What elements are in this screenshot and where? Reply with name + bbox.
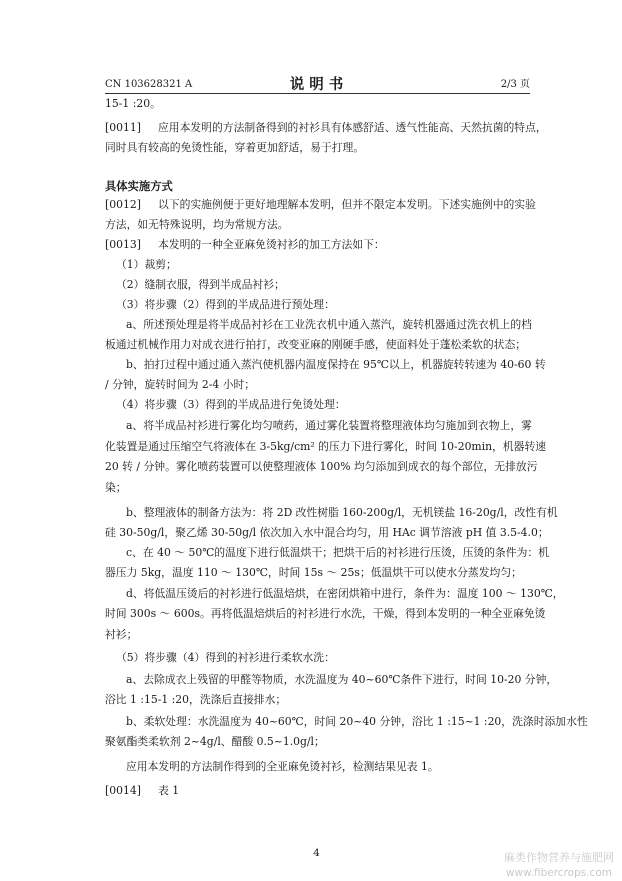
step-line: （4）将步骤（3）得到的半成品进行免烫处理： (116, 398, 346, 411)
body-line: a、去除成衣上残留的甲醛等物质，水洗温度为 40~60℃条件下进行，时间 10-20 分钟， (126, 673, 558, 686)
body-line: b、柔软处理：水洗温度为 40~60℃，时间 20~40 分钟，浴比 1 :15~1 :20，洗涤时添加水性 (126, 715, 588, 728)
watermark-site-name: 麻类作物营养与施肥网 (504, 851, 614, 864)
body-line: / 分钟，旋转时间为 2-4 小时； (105, 378, 256, 391)
paragraph-number: [0013] (105, 238, 141, 251)
body-line: 聚氨酯类柔软剂 2~4g/l、醋酸 0.5~1.0g/l； (105, 735, 325, 748)
section-heading: 具体实施方式 (105, 179, 173, 193)
body-line: a、将半成品衬衫进行雾化均匀喷药，通过雾化装置将整理液体均匀施加到衣物上，雾 (126, 419, 532, 432)
paragraph-number: [0011] (105, 121, 141, 134)
body-line: 本发明的一种全亚麻免烫衬衫的加工方法如下： (158, 238, 385, 251)
table-caption: 表 1 (158, 784, 180, 797)
body-line: 化装置是通过压缩空气将液体在 3-5kg/cm² 的压力下进行雾化，时间 10-20min，机器转速 (105, 440, 547, 453)
body-line: 方法，如无特殊说明，均为常规方法。 (105, 218, 289, 231)
body-line: 同时具有较高的免烫性能，穿着更加舒适，易于打理。 (105, 141, 365, 154)
step-line: （2）缝制衣服，得到半成品衬衫； (116, 278, 285, 291)
page-number: 4 (313, 847, 320, 859)
body-line: 时间 300s ～ 600s。再将低温焙烘后的衬衫进行水洗，干燥，得到本发明的一种全亚麻免烫 (105, 607, 546, 620)
body-line: 硅 30-50g/l，聚乙烯 30-50g/l 依次加入水中混合均匀，用 HAc 调节溶液 pH 值 3.5-4.0； (105, 526, 549, 539)
header-page-indicator: 2/3 页 (500, 79, 530, 90)
paragraph-number: [0012] (105, 198, 141, 211)
body-line: d、将低温压烫后的衬衫进行低温焙烘，在密闭烘箱中进行，条件为：温度 100 ～ 130℃， (126, 587, 564, 600)
paragraph-number: [0014] (105, 784, 141, 797)
body-line: b、拍打过程中通过通入蒸汽使机器内温度保持在 95℃以上，机器旋转转速为 40-60 转 (126, 358, 546, 371)
body-line: 板通过机械作用力对成衣进行拍打，改变亚麻的刚硬手感，使面料处于蓬松柔软的状态； (105, 338, 527, 351)
body-line: 15-1 :20。 (105, 97, 161, 110)
body-line: 以下的实施例便于更好地理解本发明，但并不限定本发明。下述实施例中的实验 (158, 198, 536, 211)
step-line: （5）将步骤（4）得到的衬衫进行柔软水洗： (116, 651, 335, 664)
step-line: （1）裁剪； (116, 258, 177, 271)
body-line: 浴比 1 :15-1 :20，洗涤后直接排水； (105, 693, 287, 706)
body-line: 器压力 5kg，温度 110 ～ 130℃，时间 15s ～ 25s；低温烘干可以使水分蒸发均匀； (105, 566, 522, 579)
body-line: b、整理液体的制备方法为：将 2D 改性树脂 160-200g/l，无机镁盐 16-20g/l，改性有机 (126, 506, 558, 519)
body-line: 应用本发明的方法制作得到的全亚麻免烫衬衫，检测结果见表 1。 (126, 760, 439, 773)
step-line: （3）将步骤（2）得到的半成品进行预处理： (116, 298, 335, 311)
body-line: 20 转 / 分钟。雾化喷药装置可以使整理液体 100% 均匀添加到成衣的每个部位，无排放污 (105, 460, 538, 473)
body-line: a、所述预处理是将半成品衬衫在工业洗衣机中通入蒸汽，旋转机器通过洗衣机上的档 (126, 318, 532, 331)
body-line: 染； (105, 481, 127, 494)
body-line: 衬衫； (105, 628, 138, 641)
body-line: 应用本发明的方法制备得到的衬衫具有体感舒适、透气性能高、天然抗菌的特点， (158, 121, 547, 134)
body-line: c、在 40 ～ 50℃的温度下进行低温烘干；把烘干后的衬衫进行压烫，压烫的条件为：机 (126, 546, 549, 559)
header-rule (105, 93, 530, 94)
watermark-url: www.fibercrops.com (505, 867, 612, 879)
header-doc-number: CN 103628321 A (105, 79, 193, 90)
header-title: 说 明 书 (289, 76, 344, 93)
